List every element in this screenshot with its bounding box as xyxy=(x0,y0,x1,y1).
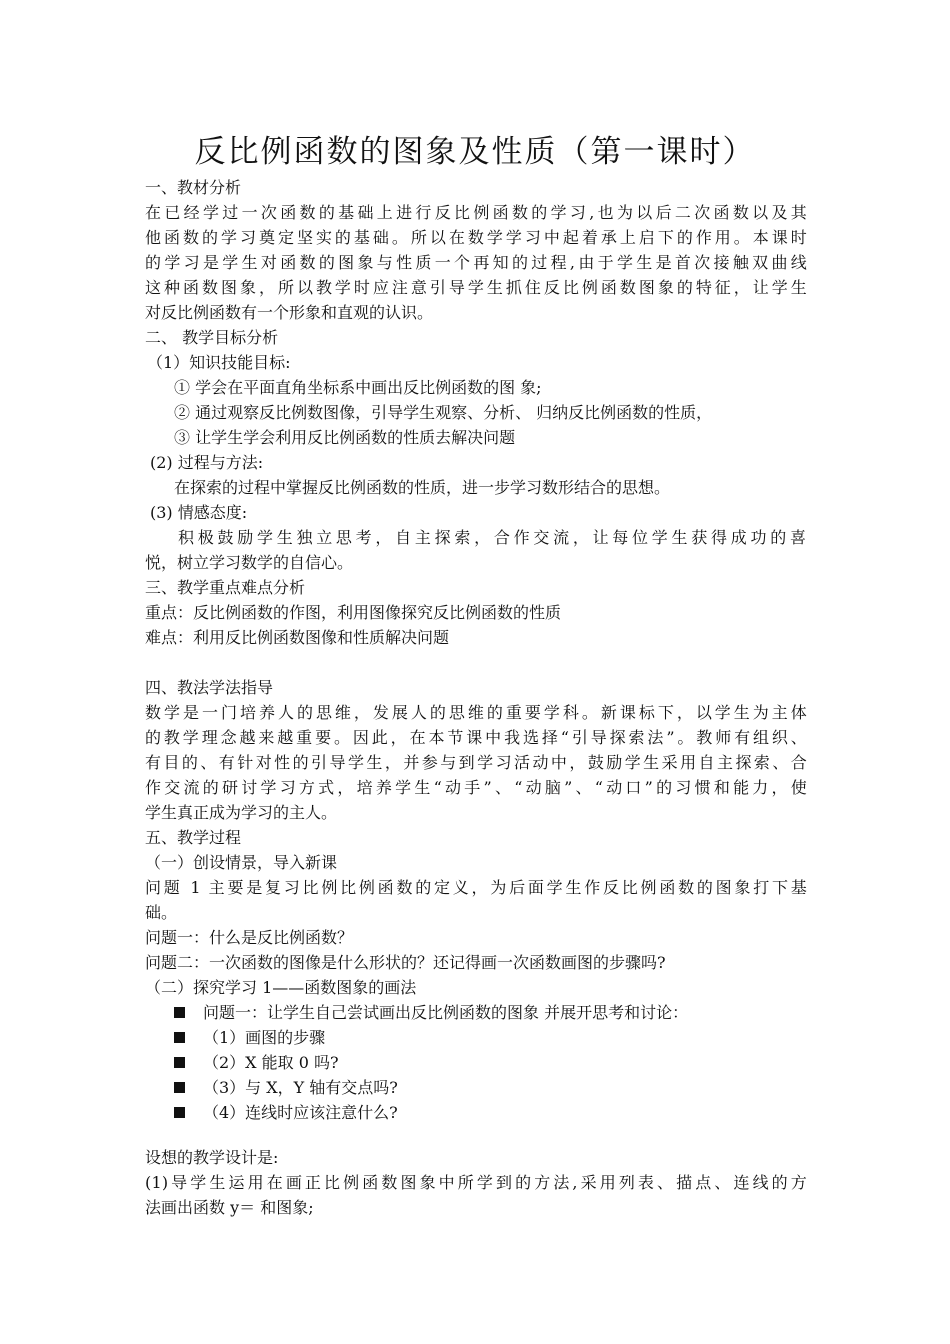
subsection-heading: （一）创设情景，导入新课 xyxy=(145,853,338,872)
square-bullet-icon xyxy=(174,1107,185,1118)
section-heading-5: 五、教学过程 xyxy=(145,828,242,847)
subsection-heading: (2) 过程与方法: xyxy=(150,453,264,472)
bullet-item xyxy=(174,1001,688,1025)
section-heading-1: 一、教材分析 xyxy=(145,178,242,197)
paragraph-line: 数学是一门培养人的思维，发展人的思维的重要学科。新课标下，以学生为主体 xyxy=(145,703,807,722)
key-point: 重点：反比例函数的作图，利用图像探究反比例函数的性质 xyxy=(145,603,562,622)
paragraph-line: 问题 1 主要是复习比例比例函数的定义，为后面学生作反比例函数的图象打下基 xyxy=(145,878,807,897)
paragraph-line: 法画出函数 y＝ 和图象; xyxy=(145,1198,314,1217)
question-line: 问题一：什么是反比例函数？ xyxy=(145,928,354,947)
paragraph-line: 在已经学过一次函数的基础上进行反比例函数的学习,也为以后二次函数以及其 xyxy=(145,203,807,222)
section-heading-2: 二、 教学目标分析 xyxy=(145,328,279,347)
question-line: 问题二：一次函数的图像是什么形状的？还记得画一次函数画图的步骤吗? xyxy=(145,953,666,972)
subsection-heading: （1）知识技能目标: xyxy=(147,353,291,372)
paragraph-line: 对反比例函数有一个形象和直观的认识。 xyxy=(145,303,434,322)
bullet-text: 问题一：让学生自己尝试画出反比例函数的图象 并展开思考和讨论： xyxy=(203,1003,689,1022)
bullet-item xyxy=(174,1101,398,1125)
section-heading-4: 四、教法学法指导 xyxy=(145,678,274,697)
paragraph-line: 的教学理念越来越重要。因此，在本节课中我选择“引导探索法”。教师有组织、 xyxy=(145,728,807,747)
bullet-text: （1）画图的步骤 xyxy=(203,1028,326,1047)
paragraph-line: 作交流的研讨学习方式，培养学生“动手”、“动脑”、“动口”的习惯和能力，使 xyxy=(145,778,807,797)
paragraph-line: 础。 xyxy=(145,903,178,922)
square-bullet-icon xyxy=(174,1082,185,1093)
square-bullet-icon xyxy=(174,1057,185,1068)
paragraph-line: 学生真正成为学习的主人。 xyxy=(145,803,338,822)
paragraph-line: 积极鼓励学生独立思考，自主探索，合作交流，让每位学生获得成功的喜 xyxy=(178,528,806,547)
bullet-item xyxy=(174,1076,398,1100)
paragraph-line: 这种函数图象，所以教学时应注意引导学生抓住反比例函数图象的特征，让学生 xyxy=(145,278,807,297)
bullet-text: （2）X 能取 0 吗? xyxy=(203,1053,339,1072)
section-heading-3: 三、教学重点难点分析 xyxy=(145,578,306,597)
paragraph-line: 的学习是学生对函数的图象与性质一个再知的过程,由于学生是首次接触双曲线 xyxy=(145,253,807,272)
square-bullet-icon xyxy=(174,1007,185,1018)
paragraph-line: (1)导学生运用在画正比例函数图象中所学到的方法,采用列表、描点、连线的方 xyxy=(145,1173,807,1192)
subsection-heading: (3) 情感态度: xyxy=(150,503,248,522)
document-title: 反比例函数的图象及性质（第一课时） xyxy=(194,134,756,170)
paragraph-line: 在探索的过程中掌握反比例函数的性质，进一步学习数形结合的思想。 xyxy=(174,478,671,497)
list-item: ③ 让学生学会利用反比例函数的性质去解决问题 xyxy=(174,428,516,447)
design-heading: 设想的教学设计是: xyxy=(145,1148,279,1167)
list-item: ① 学会在平面直角坐标系中画出反比例函数的图 象; xyxy=(174,378,542,397)
bullet-item xyxy=(174,1026,325,1050)
square-bullet-icon xyxy=(174,1032,185,1043)
paragraph-line: 他函数的学习奠定坚实的基础。所以在数学学习中起着承上启下的作用。本课时 xyxy=(145,228,807,247)
subsection-heading: （二）探究学习 1——函数图象的画法 xyxy=(145,978,417,997)
difficult-point: 难点：利用反比例函数图像和性质解决问题 xyxy=(145,628,450,647)
list-item: ② 通过观察反比例数图像，引导学生观察、分析、 归纳反比例函数的性质， xyxy=(174,403,713,422)
paragraph-line: 悦，树立学习数学的自信心。 xyxy=(145,553,354,572)
bullet-text: （3）与 X，Y 轴有交点吗? xyxy=(203,1078,398,1097)
paragraph-line: 有目的、有针对性的引导学生，并参与到学习活动中，鼓励学生采用自主探索、合 xyxy=(145,753,807,772)
bullet-item xyxy=(174,1051,339,1075)
bullet-text: （4）连线时应该注意什么? xyxy=(203,1103,398,1122)
